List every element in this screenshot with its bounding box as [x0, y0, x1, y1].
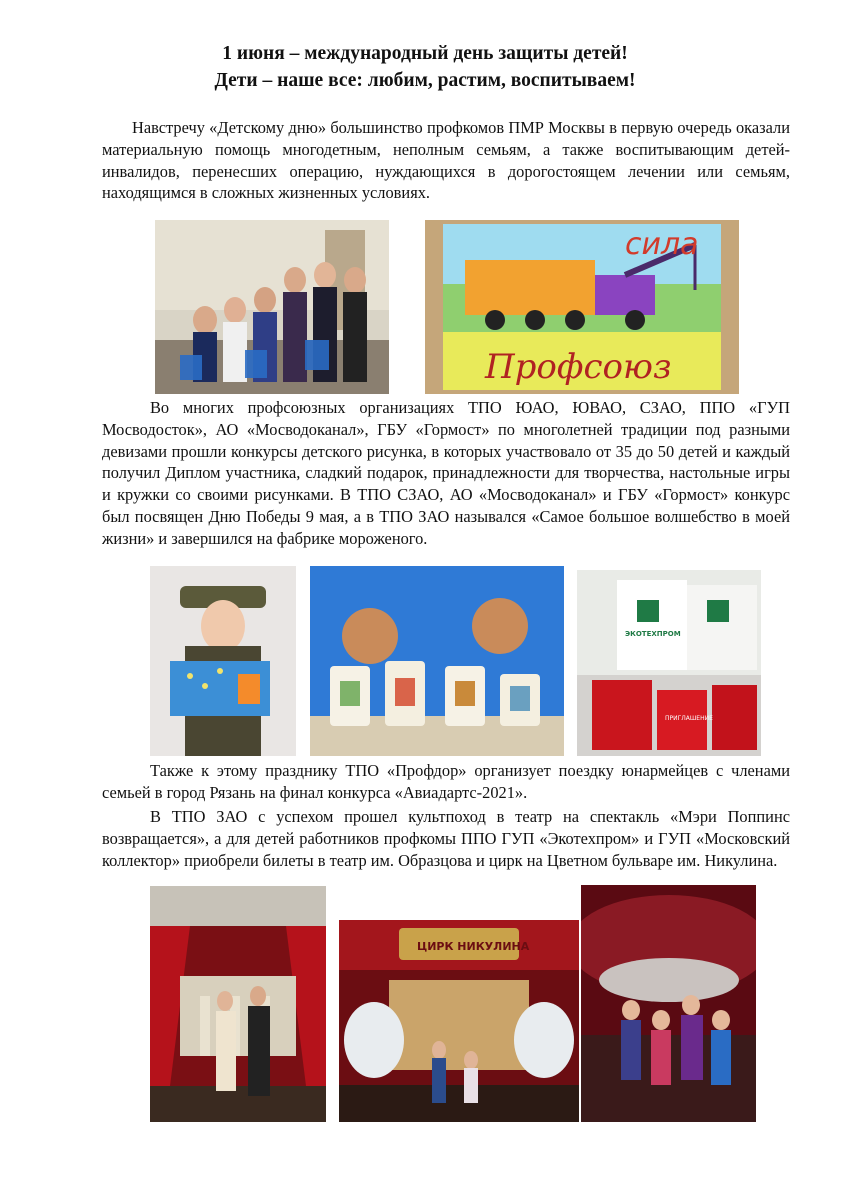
drawing-text-profsoyuz: Профсоюз	[485, 347, 672, 387]
photo-child-drawing-truck	[425, 220, 739, 394]
photo-family-in-theatre	[150, 886, 326, 1122]
photo-kids-in-circus-arena	[581, 885, 756, 1122]
title-line-2: Дети – наше все: любим, растим, воспитываем!	[214, 70, 636, 91]
paragraph-theatre-circus: В ТПО ЗАО с успехом прошел культпоход в театр на спектакль «Мэри Поппинс возвращается», а для детей работников профкомы ППО ГУП «Экотехпром» и ГУП «Московский коллектор» приобрели билеты в театр им. Образцова и цирк на Цветном бульваре им. Никулина.	[102, 807, 790, 870]
paragraph-material-help: Навстречу «Детскому дню» большинство профкомов ПМР Москвы в первую очередь оказали материальную помощь многодетным, неполным семьям, а также воспитывающим детей-инвалидов, перенесших операцию, нуждающихся в дорогостоящем лечении или семьям, находящимся в сложных жизненных условиях.	[102, 118, 790, 203]
gift-brand-text: ЭКОТЕХПРОМ	[625, 630, 681, 638]
photo-ecotechprom-gifts	[577, 570, 761, 756]
drawing-text-sila: сила	[625, 227, 699, 262]
circus-sign-text: ЦИРК НИКУЛИНА	[417, 940, 530, 953]
paragraph-drawing-contests: Во многих профсоюзных организациях ТПО ЮАО, ЮВАО, СЗАО, ППО «ГУП Мосводосток», АО «Мосводоканал», ГБУ «Гормост» по многолетней традиции под разными девизами прошли конкурсы детского рисунка, в которых участвовало от 35 до 50 детей и каждый получил Диплом участника, сладкий подарок, принадлежности для творчества, настольные игры и кружки со своими рисунками. В ТПО СЗАО, АО «Мосводоканал» и ГБУ «Гормост» конкурс был посвящен Дню Победы 9 мая, а в ТПО ЗАО назывался «Самое большое волшебство в моей жизни» и завершился на фабрике мороженого.	[102, 398, 790, 548]
photo-girl-with-drawing	[150, 566, 296, 756]
title-line-1: 1 июня – международный день защиты детей!	[222, 43, 628, 64]
page-title	[100, 40, 750, 94]
photo-nikulin-circus-entrance	[339, 920, 579, 1122]
photo-group-women	[155, 220, 389, 394]
gift-invite-text: ПРИГЛАШЕНИЕ	[665, 715, 713, 722]
paragraph-aviadarts-trip: Также к этому празднику ТПО «Профдор» организует поездку юнармейцев с членами семьей в город Рязань на финал конкурса «Авиадартс-2021».	[102, 761, 790, 802]
photo-mugs-and-bags	[310, 566, 564, 756]
